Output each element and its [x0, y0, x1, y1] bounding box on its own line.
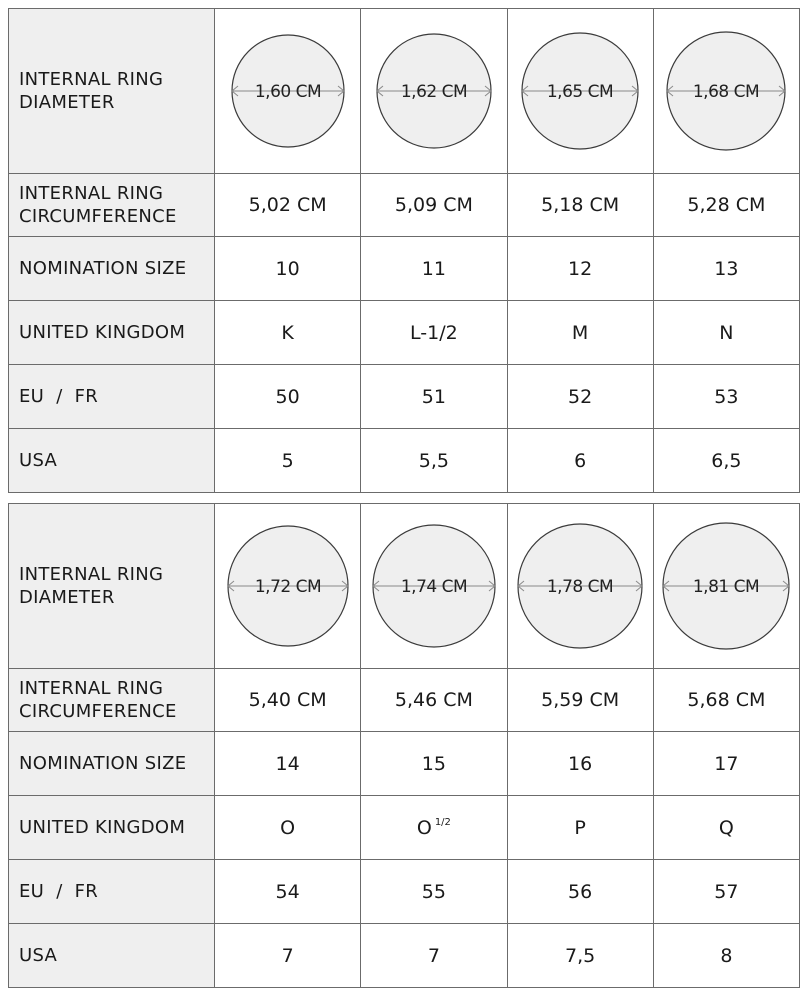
diameter-label: INTERNAL RING DIAMETER: [9, 504, 215, 669]
usa-label: USA: [9, 429, 215, 493]
diameter-cell: [215, 504, 361, 669]
usa-value: 5,5: [361, 429, 507, 493]
eu-label: EU / FR: [9, 365, 215, 429]
diameter-value: 1,74 CM: [400, 577, 468, 597]
circumference-value: 5,46 CM: [361, 669, 507, 732]
uk-row: [9, 796, 800, 860]
eu-value: 56: [507, 860, 653, 924]
diameter-cell: [507, 504, 653, 669]
diameter-row: [9, 504, 800, 669]
circumference-label: INTERNAL RING CIRCUMFERENCE: [9, 669, 215, 732]
circumference-value: 5,18 CM: [507, 174, 653, 237]
diameter-value: 1,68 CM: [693, 82, 760, 102]
ring-diameter-circle: [228, 31, 348, 151]
ring-diameter-circle: [370, 522, 498, 650]
usa-value: 7,5: [507, 924, 653, 988]
circumference-value: 5,09 CM: [361, 174, 507, 237]
circumference-row: [9, 669, 800, 732]
diameter-value: 1,60 CM: [254, 82, 321, 102]
uk-half-superscript: 1/2: [434, 816, 451, 828]
nomination-row: [9, 237, 800, 301]
ring-size-table-2: [8, 503, 800, 988]
nomination-value: 10: [215, 237, 361, 301]
eu-row: [9, 860, 800, 924]
diameter-cell: [361, 9, 507, 174]
circumference-value: 5,59 CM: [507, 669, 653, 732]
diameter-cell: [361, 504, 507, 669]
circumference-value: 5,68 CM: [653, 669, 799, 732]
uk-value: P: [507, 796, 653, 860]
uk-row: [9, 301, 800, 365]
eu-label: EU / FR: [9, 860, 215, 924]
usa-value: 6,5: [653, 429, 799, 493]
nomination-row: [9, 732, 800, 796]
usa-value: 8: [653, 924, 799, 988]
nomination-value: 13: [653, 237, 799, 301]
nomination-value: 12: [507, 237, 653, 301]
diameter-value: 1,78 CM: [546, 577, 614, 597]
ring-diameter-circle: [519, 30, 641, 152]
diameter-value: 1,72 CM: [254, 577, 321, 597]
circumference-value: 5,02 CM: [215, 174, 361, 237]
diameter-cell: [215, 9, 361, 174]
usa-label: USA: [9, 924, 215, 988]
eu-value: 53: [653, 365, 799, 429]
uk-value: L-1/2: [361, 301, 507, 365]
uk-value: O $^{1/2}$: [361, 796, 507, 860]
usa-value: 6: [507, 429, 653, 493]
uk-value: M: [507, 301, 653, 365]
diameter-value: 1,62 CM: [400, 82, 468, 102]
uk-value: O: [215, 796, 361, 860]
ring-size-table-1: [8, 8, 800, 493]
eu-row: [9, 365, 800, 429]
eu-value: 50: [215, 365, 361, 429]
diameter-value: 1,65 CM: [546, 82, 614, 102]
ring-diameter-circle: [225, 523, 351, 649]
diameter-cell: [653, 504, 799, 669]
diameter-value: 1,81 CM: [693, 577, 760, 597]
ring-diameter-circle: [660, 520, 792, 652]
uk-label: UNITED KINGDOM: [9, 796, 215, 860]
eu-value: 55: [361, 860, 507, 924]
nomination-value: 14: [215, 732, 361, 796]
eu-value: 57: [653, 860, 799, 924]
eu-value: 52: [507, 365, 653, 429]
usa-row: [9, 429, 800, 493]
diameter-cell: [653, 9, 799, 174]
usa-value: 5: [215, 429, 361, 493]
nomination-value: 11: [361, 237, 507, 301]
diameter-label: INTERNAL RING DIAMETER: [9, 9, 215, 174]
circumference-value: 5,40 CM: [215, 669, 361, 732]
nomination-value: 17: [653, 732, 799, 796]
nomination-label: NOMINATION SIZE: [9, 732, 215, 796]
nomination-label: NOMINATION SIZE: [9, 237, 215, 301]
eu-value: 54: [215, 860, 361, 924]
ring-diameter-circle: [515, 521, 645, 651]
nomination-value: 15: [361, 732, 507, 796]
diameter-row: [9, 9, 800, 174]
uk-value: Q: [653, 796, 799, 860]
circumference-value: 5,28 CM: [653, 174, 799, 237]
usa-value: 7: [361, 924, 507, 988]
nomination-value: 16: [507, 732, 653, 796]
ring-diameter-circle: [664, 29, 788, 153]
circumference-row: [9, 174, 800, 237]
ring-diameter-circle: [374, 31, 494, 151]
usa-value: 7: [215, 924, 361, 988]
circumference-label: INTERNAL RING CIRCUMFERENCE: [9, 174, 215, 237]
uk-value: K: [215, 301, 361, 365]
eu-value: 51: [361, 365, 507, 429]
diameter-cell: [507, 9, 653, 174]
usa-row: [9, 924, 800, 988]
uk-label: UNITED KINGDOM: [9, 301, 215, 365]
uk-value: N: [653, 301, 799, 365]
